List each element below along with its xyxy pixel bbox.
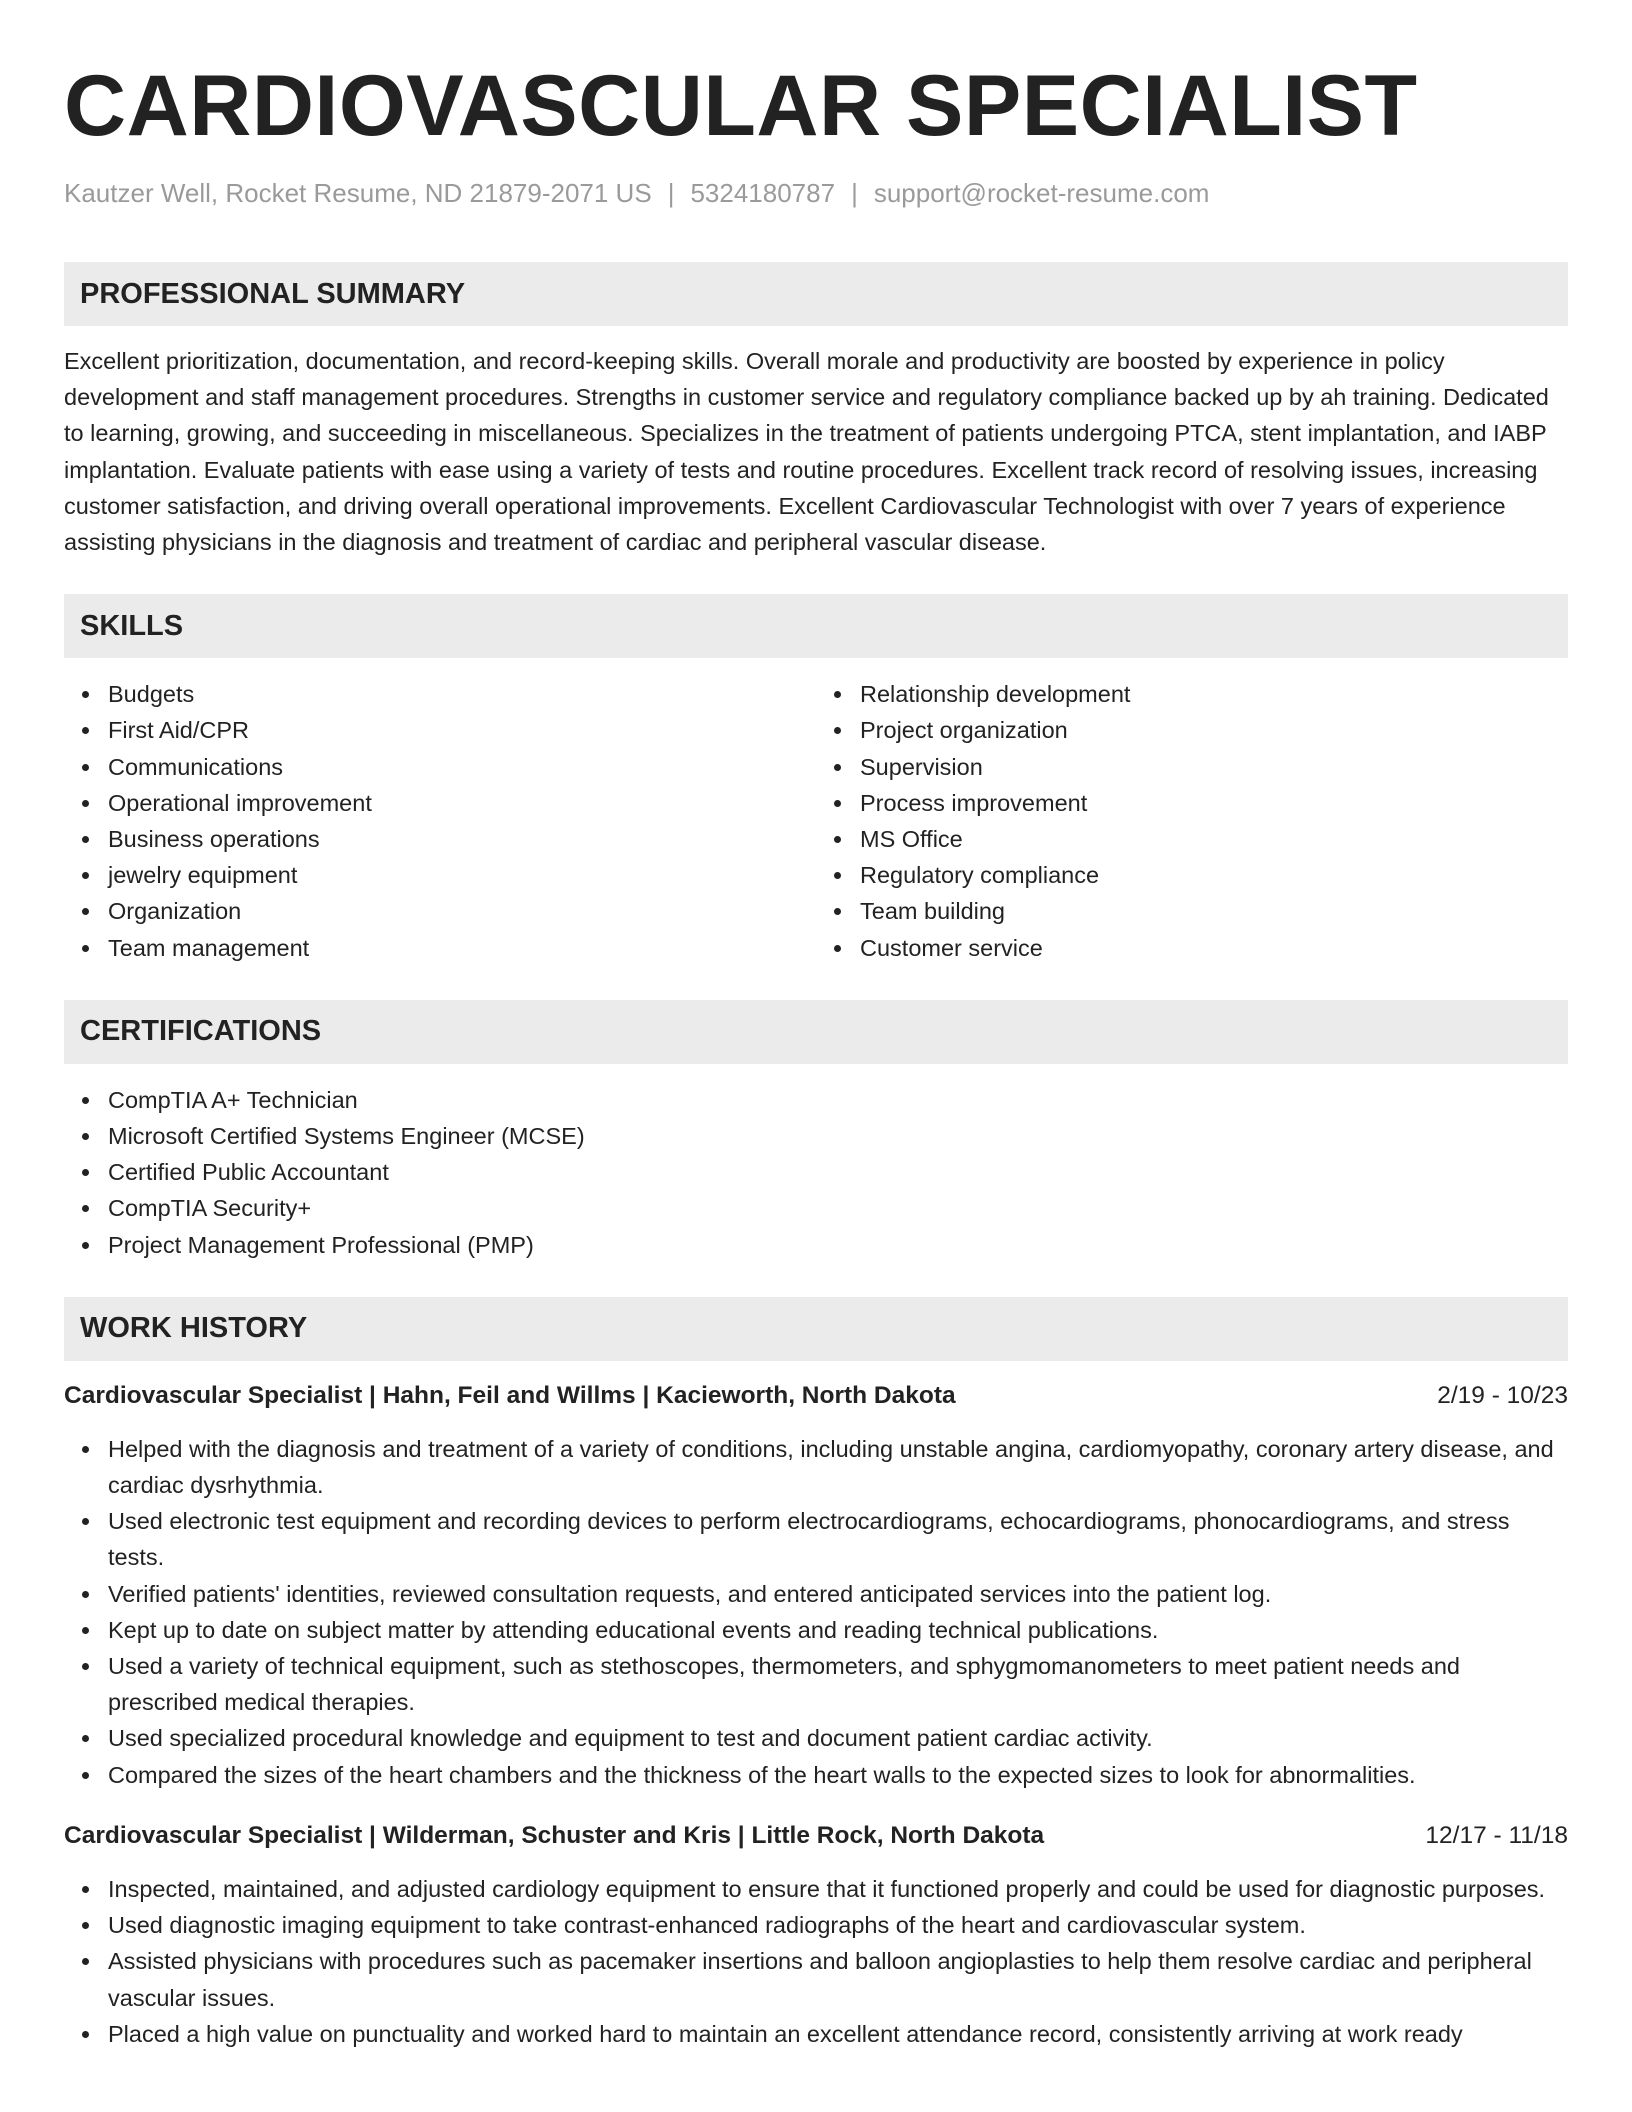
skill-item: Budgets (108, 676, 816, 712)
skill-item: Project organization (860, 712, 1568, 748)
job-duty: Used diagnostic imaging equipment to take contrast-enhanced radiographs of the heart and cardiovascular system. (108, 1907, 1568, 1943)
skills-column-right (816, 676, 1568, 966)
job-duties-list (64, 1431, 1568, 1793)
contact-address: Kautzer Well, Rocket Resume, ND 21879-2071 US (64, 178, 652, 208)
certifications-list (64, 1082, 1568, 1263)
contact-phone: 5324180787 (690, 178, 836, 208)
skill-item: Communications (108, 749, 816, 785)
contact-email[interactable]: support@rocket-resume.com (873, 178, 1210, 208)
certification-item: Project Management Professional (PMP) (108, 1227, 1568, 1263)
skill-item: jewelry equipment (108, 857, 816, 893)
job-duty: Used a variety of technical equipment, such as stethoscopes, thermometers, and sphygmomanometers to meet patient needs and prescribed medical therapies. (108, 1648, 1568, 1720)
contact-separator: | (851, 178, 858, 208)
skills-column-left (64, 676, 816, 966)
job-header (64, 1379, 1568, 1413)
job-duty: Verified patients' identities, reviewed consultation requests, and entered anticipated services into the patient log. (108, 1576, 1568, 1612)
skill-item: Team building (860, 893, 1568, 929)
job-duty: Used electronic test equipment and recording devices to perform electrocardiograms, echocardiograms, phonocardiograms, and stress tests. (108, 1503, 1568, 1575)
skill-item: Business operations (108, 821, 816, 857)
skill-item: Supervision (860, 749, 1568, 785)
resume-page (64, 56, 1568, 2052)
job-entry (64, 1819, 1568, 2052)
skill-item: Regulatory compliance (860, 857, 1568, 893)
contact-separator: | (667, 178, 675, 208)
job-duty: Kept up to date on subject matter by attending educational events and reading technical publications. (108, 1612, 1568, 1648)
job-duty: Inspected, maintained, and adjusted cardiology equipment to ensure that it functioned properly and could be used for diagnostic purposes. (108, 1871, 1568, 1907)
skills-heading: SKILLS (64, 594, 1568, 658)
job-duty: Helped with the diagnosis and treatment of a variety of conditions, including unstable angina, cardiomyopathy, coronary artery disease, and cardiac dysrhythmia. (108, 1431, 1568, 1503)
job-dates: 2/19 - 10/23 (1437, 1381, 1568, 1409)
job-duty: Placed a high value on punctuality and worked hard to maintain an excellent attendance record, consistently arriving at work ready (108, 2016, 1568, 2052)
skill-item: Team management (108, 930, 816, 966)
certifications-heading: CERTIFICATIONS (64, 1000, 1568, 1064)
resume-name: CARDIOVASCULAR SPECIALIST (64, 58, 1418, 154)
certification-item: CompTIA A+ Technician (108, 1082, 1568, 1118)
certification-item: Certified Public Accountant (108, 1154, 1568, 1190)
work-history-heading: WORK HISTORY (64, 1297, 1568, 1361)
skill-item: Relationship development (860, 676, 1568, 712)
job-title: Cardiovascular Specialist | Hahn, Feil and Willms | Kacieworth, North Dakota (64, 1381, 956, 1409)
skills-grid (64, 676, 1568, 966)
job-duty: Used specialized procedural knowledge and equipment to test and document patient cardiac activity. (108, 1720, 1568, 1756)
job-duties-list (64, 1871, 1568, 2052)
skill-item: Operational improvement (108, 785, 816, 821)
contact-line (64, 176, 1568, 210)
skill-item: Organization (108, 893, 816, 929)
job-entry (64, 1379, 1568, 1793)
job-duty: Assisted physicians with procedures such as pacemaker insertions and balloon angioplasties to help them resolve cardiac and peripheral vascular issues. (108, 1943, 1568, 2015)
certification-item: Microsoft Certified Systems Engineer (MCSE) (108, 1118, 1568, 1154)
skill-item: First Aid/CPR (108, 712, 816, 748)
summary-heading: PROFESSIONAL SUMMARY (64, 262, 1568, 326)
job-duty: Compared the sizes of the heart chambers and the thickness of the heart walls to the expected sizes to look for abnormalities. (108, 1757, 1568, 1793)
skill-item: Customer service (860, 930, 1568, 966)
certification-item: CompTIA Security+ (108, 1190, 1568, 1226)
job-dates: 12/17 - 11/18 (1425, 1821, 1568, 1849)
job-header (64, 1819, 1568, 1853)
skill-item: Process improvement (860, 785, 1568, 821)
skill-item: MS Office (860, 821, 1568, 857)
job-title: Cardiovascular Specialist | Wilderman, Schuster and Kris | Little Rock, North Dakota (64, 1821, 1045, 1849)
summary-text: Excellent prioritization, documentation, and record-keeping skills. Overall morale and productivity are boosted by experience in policy development and staff management procedures. Strengths in customer service and regulatory compliance backed up by ah training. Dedicated to learning, growing, and succeeding in miscellaneous. Specializes in the treatment of patients undergoing PTCA, stent implantation, and IABP implantation. Evaluate patients with ease using a variety of tests and routine procedures. Excellent track record of resolving issues, increasing customer satisfaction, and driving overall operational improvements. Excellent Cardiovascular Technologist with over 7 years of experience assisting physicians in the diagnosis and treatment of cardiac and peripheral vascular disease. (64, 348, 1549, 556)
